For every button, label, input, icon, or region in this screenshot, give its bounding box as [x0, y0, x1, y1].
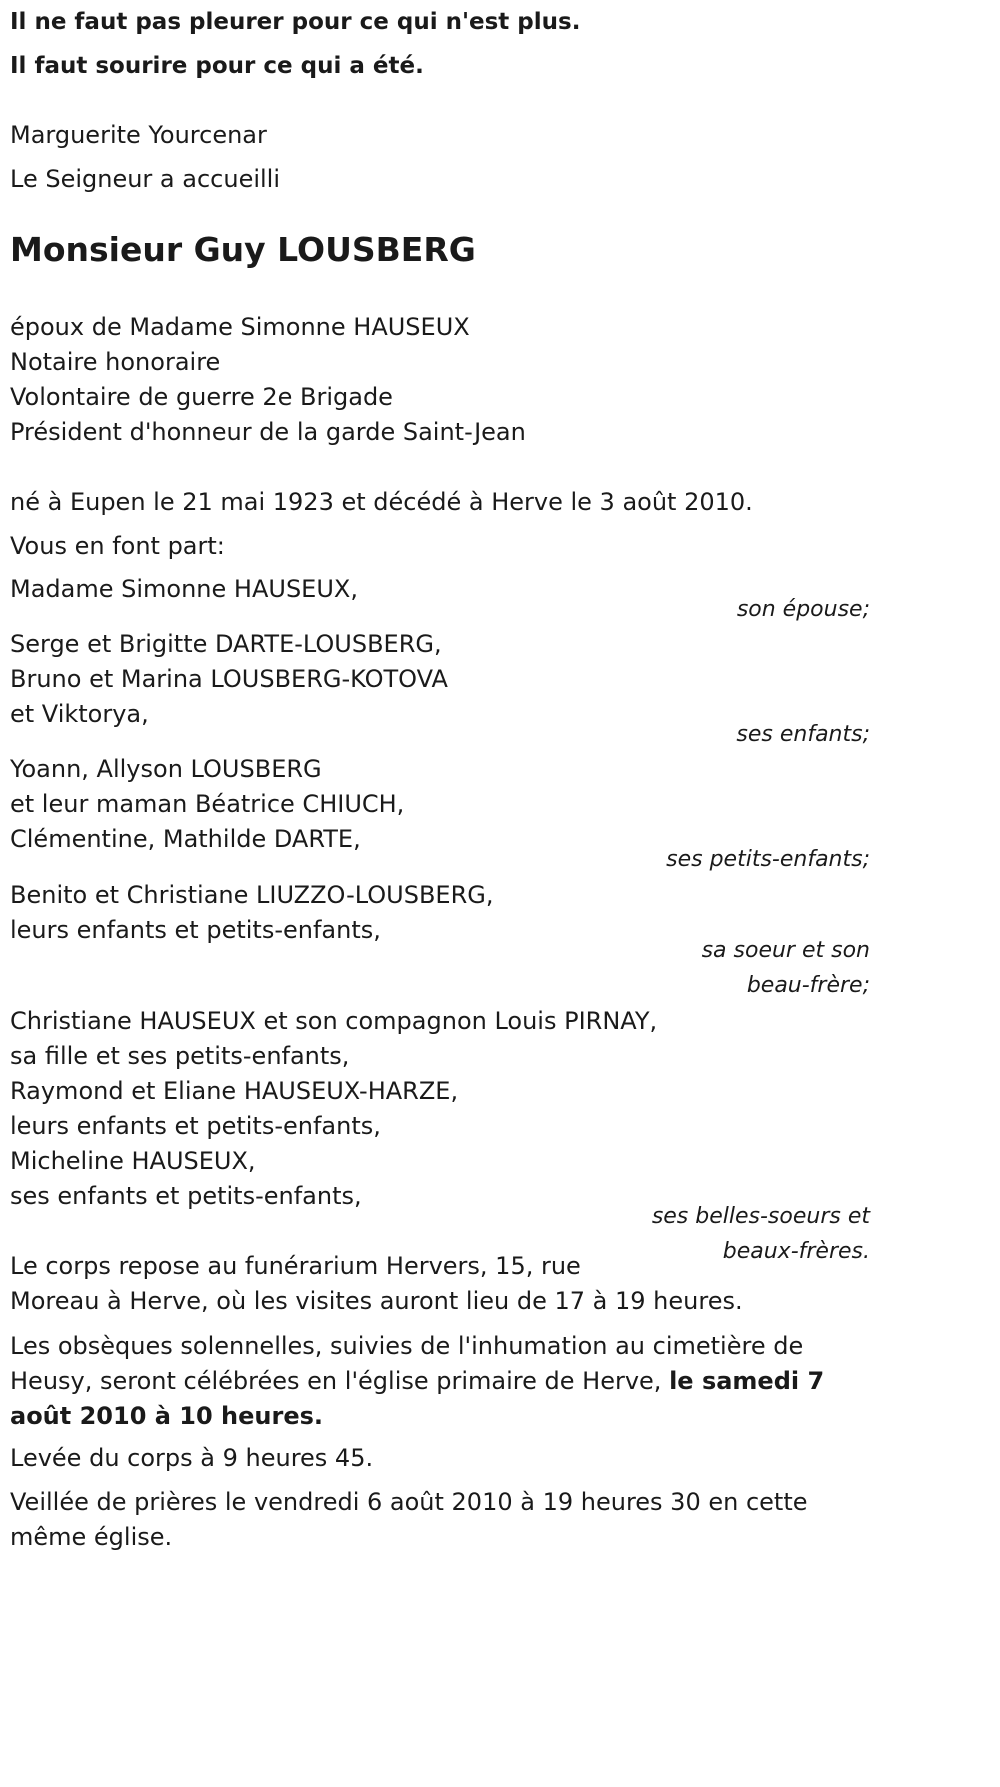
relation-grandchildren: ses petits-enfants;	[666, 847, 870, 872]
quote-line-2: Il faut sourire pour ce qui a été.	[10, 53, 424, 79]
announce-line: Vous en font part:	[10, 532, 225, 560]
obseques-text: Les obsèques solennelles, suivies de l'inhumation au cimetière de Heusy, seront célébrées en l'église primaire de Herve,	[10, 1332, 804, 1395]
family-line: Micheline HAUSEUX,	[10, 1147, 256, 1175]
funerarium-line: Le corps repose au funérarium Hervers, 15, rue	[10, 1252, 581, 1280]
family-line: leurs enfants et petits-enfants,	[10, 1112, 381, 1140]
family-line: sa fille et ses petits-enfants,	[10, 1042, 350, 1070]
family-line: leurs enfants et petits-enfants,	[10, 916, 381, 944]
quote-line-1: Il ne faut pas pleurer pour ce qui n'est plus.	[10, 9, 581, 35]
relation-sister: beau-frère;	[746, 973, 870, 998]
family-line: Christiane HAUSEUX et son compagnon Louis PIRNAY,	[10, 1007, 658, 1035]
family-line: ses enfants et petits-enfants,	[10, 1182, 362, 1210]
title-line: Notaire honoraire	[10, 348, 221, 376]
title-line: Volontaire de guerre 2e Brigade	[10, 383, 393, 411]
quote-author: Marguerite Yourcenar	[10, 121, 267, 149]
title-line: Président d'honneur de la garde Saint-Jean	[10, 418, 526, 446]
family-line: et leur maman Béatrice CHIUCH,	[10, 790, 405, 818]
veillee-paragraph: Veillée de prières le vendredi 6 août 2010 à 19 heures 30 en cette même église.	[10, 1488, 808, 1551]
family-line: Serge et Brigitte DARTE-LOUSBERG,	[10, 630, 442, 658]
relation-children: ses enfants;	[736, 722, 870, 747]
birth-death-line: né à Eupen le 21 mai 1923 et décédé à Herve le 3 août 2010.	[10, 488, 753, 516]
obseques-paragraph	[10, 1329, 870, 1434]
family-line: Raymond et Eliane HAUSEUX-HARZE,	[10, 1077, 459, 1105]
obseques-date: le samedi 7 août 2010 à 10 heures.	[10, 1367, 825, 1430]
title-line: époux de Madame Simonne HAUSEUX	[10, 313, 470, 341]
relation-spouse: son épouse;	[736, 597, 870, 622]
deceased-name: Monsieur Guy LOUSBERG	[10, 230, 476, 269]
relation-in-laws: beaux-frères.	[722, 1239, 870, 1264]
family-line: Clémentine, Mathilde DARTE,	[10, 825, 361, 853]
family-line: Bruno et Marina LOUSBERG-KOTOVA	[10, 665, 448, 693]
family-line: Benito et Christiane LIUZZO-LOUSBERG,	[10, 881, 494, 909]
relation-sister: sa soeur et son	[701, 938, 870, 963]
relation-in-laws: ses belles-soeurs et	[651, 1204, 870, 1229]
family-line: et Viktorya,	[10, 700, 149, 728]
levee-line: Levée du corps à 9 heures 45.	[10, 1444, 374, 1472]
intro-text: Le Seigneur a accueilli	[10, 165, 281, 193]
funerarium-line: Moreau à Herve, où les visites auront lieu de 17 à 19 heures.	[10, 1287, 743, 1315]
family-line: Yoann, Allyson LOUSBERG	[10, 755, 322, 783]
family-line: Madame Simonne HAUSEUX,	[10, 575, 358, 603]
